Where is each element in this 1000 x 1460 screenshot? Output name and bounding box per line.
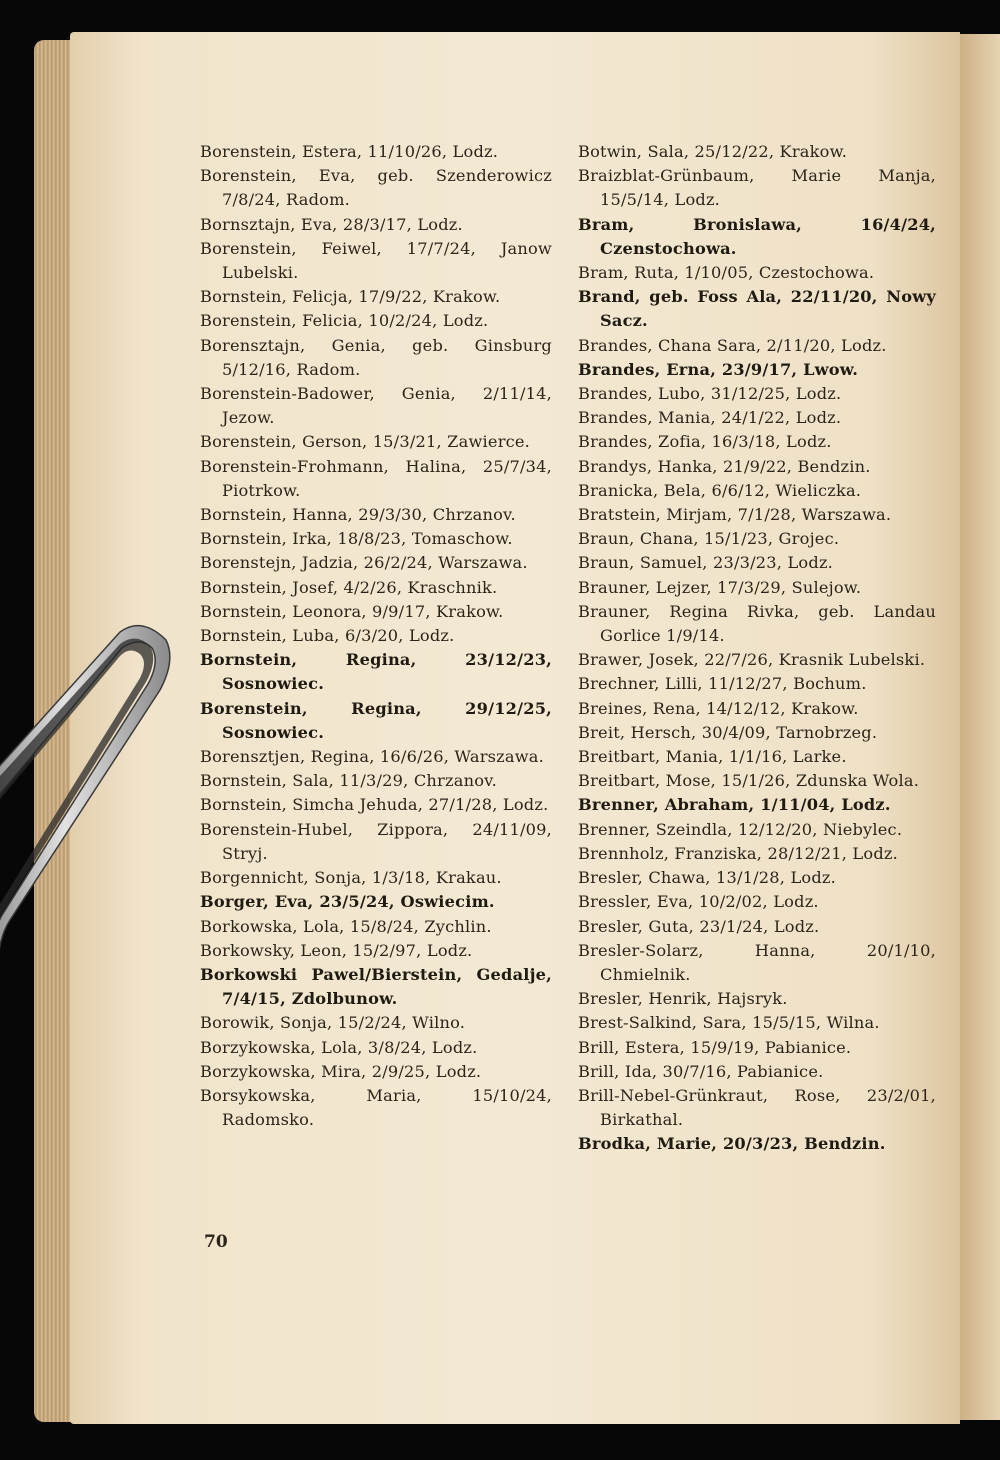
right-column-entry: Brechner, Lilli, 11/12/27, Bochum. — [578, 674, 867, 694]
left-column-entry: Bornstein, Simcha Jehuda, 27/1/28, Lodz. — [200, 795, 549, 815]
left-column-entry: Borenstein-Frohmann, Halina, 25/7/34, Piotrkow. — [200, 456, 552, 500]
left-column-entry: Borenstejn, Jadzia, 26/2/24, Warszawa. — [200, 553, 528, 573]
left-column-entry: Borgennicht, Sonja, 1/3/18, Krakau. — [200, 868, 502, 888]
left-column-entry: Bornstein, Hanna, 29/3/30, Chrzanov. — [200, 505, 516, 525]
right-column-entry: Braun, Chana, 15/1/23, Grojec. — [578, 529, 840, 549]
right-column-entry: Bresler-Solarz, Hanna, 20/1/10, Chmielnik. — [578, 940, 936, 984]
left-column-entry: Borkowska, Lola, 15/8/24, Zychlin. — [200, 916, 492, 936]
left-column-entry: Borkowsky, Leon, 15/2/97, Lodz. — [200, 940, 473, 960]
right-column-entry: Brand, geb. Foss Ala, 22/11/20, Nowy Sacz. — [578, 287, 936, 331]
left-column-entry: Borenstein, Regina, 29/12/25, Sosnowiec. — [200, 698, 552, 742]
right-column-entry: Brandys, Hanka, 21/9/22, Bendzin. — [578, 456, 871, 476]
left-column-entry: Borzykowska, Mira, 2/9/25, Lodz. — [200, 1061, 482, 1081]
right-column-entry: Bresler, Guta, 23/1/24, Lodz. — [578, 916, 820, 936]
right-column-entry: Botwin, Sala, 25/12/22, Krakow. — [578, 142, 848, 161]
left-column-entry: Borenstein-Badower, Genia, 2/11/14, Jezow. — [200, 384, 552, 428]
left-column-entry: Borzykowska, Lola, 3/8/24, Lodz. — [200, 1037, 478, 1057]
left-column-entry: Bornsztajn, Eva, 28/3/17, Lodz. — [200, 214, 463, 234]
left-column-entry: Bornstein, Irka, 18/8/23, Tomaschow. — [200, 529, 513, 549]
left-column-entry: Borkowski Pawel/Bierstein, Gedalje, 7/4/15, Zdolbunow. — [200, 964, 552, 1009]
right-column — [578, 140, 936, 1157]
right-column-entry: Brill, Estera, 15/9/19, Pabianice. — [578, 1037, 852, 1057]
right-column-entry: Branicka, Bela, 6/6/12, Wieliczka. — [578, 480, 862, 500]
left-column-entry: Borenstein-Hubel, Zippora, 24/11/09, Stryj. — [200, 819, 552, 863]
right-column-entry: Breines, Rena, 14/12/12, Krakow. — [578, 698, 859, 718]
page-number: 70 — [204, 1232, 228, 1252]
right-column-entry: Brenner, Szeindla, 12/12/20, Niebylec. — [578, 819, 903, 839]
right-column-entry: Breitbart, Mania, 1/1/16, Larke. — [578, 747, 847, 767]
left-column-entry: Bornstein, Josef, 4/2/26, Kraschnik. — [200, 577, 498, 597]
left-column-entry: Borenstein, Feiwel, 17/7/24, Janow Lubelski. — [200, 238, 552, 283]
right-column-entry: Breit, Hersch, 30/4/09, Tarnobrzeg. — [578, 722, 878, 742]
right-column-entry: Bram, Bronislawa, 16/4/24, Czenstochowa. — [578, 214, 936, 258]
right-column-entry: Bresler, Chawa, 13/1/28, Lodz. — [578, 868, 837, 888]
right-column-entry: Braun, Samuel, 23/3/23, Lodz. — [578, 553, 834, 573]
right-column-entry: Brandes, Mania, 24/1/22, Lodz. — [578, 408, 842, 428]
right-column-entry: Bratstein, Mirjam, 7/1/28, Warszawa. — [578, 505, 892, 525]
right-column-entry: Brill, Ida, 30/7/16, Pabianice. — [578, 1061, 824, 1081]
right-column-entry: Brandes, Erna, 23/9/17, Lwow. — [578, 359, 859, 379]
left-column-entry: Borger, Eva, 23/5/24, Oswiecim. — [200, 892, 495, 912]
left-column-entry: Borenstein, Felicia, 10/2/24, Lodz. — [200, 311, 489, 331]
left-column-entry: Bornstein, Luba, 6/3/20, Lodz. — [200, 626, 455, 646]
right-column-entry: Bram, Ruta, 1/10/05, Czestochowa. — [578, 263, 875, 283]
right-column-entry: Brandes, Lubo, 31/12/25, Lodz. — [578, 384, 842, 404]
left-column-entry: Borowik, Sonja, 15/2/24, Wilno. — [200, 1013, 466, 1033]
left-column-entry: Borensztjen, Regina, 16/6/26, Warszawa. — [200, 747, 544, 767]
right-column-entry: Brill-Nebel-Grünkraut, Rose, 23/2/01, Birkathal. — [578, 1085, 936, 1130]
right-column-entry: Brodka, Marie, 20/3/23, Bendzin. — [578, 1134, 886, 1154]
left-column-entry: Borsykowska, Maria, 15/10/24, Radomsko. — [200, 1085, 552, 1130]
left-column-entry: Bornstein, Sala, 11/3/29, Chrzanov. — [200, 771, 497, 791]
right-column-entry: Bresler, Henrik, Hajsryk. — [578, 989, 788, 1009]
left-column-entry: Borenstein, Estera, 11/10/26, Lodz. — [200, 142, 499, 161]
right-column-entry: Brenner, Abraham, 1/11/04, Lodz. — [578, 795, 891, 815]
right-column-entry: Brauner, Lejzer, 17/3/29, Sulejow. — [578, 577, 862, 597]
right-column-entry: Bressler, Eva, 10/2/02, Lodz. — [578, 892, 819, 912]
left-column-entry: Bornstein, Felicja, 17/9/22, Krakow. — [200, 287, 501, 307]
right-column-entry: Brauner, Regina Rivka, geb. Landau Gorlice 1/9/14. — [578, 601, 936, 646]
left-column-entry: Bornstein, Leonora, 9/9/17, Krakow. — [200, 601, 504, 621]
left-column — [200, 140, 552, 1132]
left-column-entry: Borenstein, Eva, geb. Szenderowicz 7/8/24, Radom. — [200, 166, 552, 210]
right-column-entry: Braizblat-Grünbaum, Marie Manja, 15/5/14, Lodz. — [578, 166, 936, 210]
right-column-entry: Brandes, Zofia, 16/3/18, Lodz. — [578, 432, 832, 452]
right-column-entry: Brandes, Chana Sara, 2/11/20, Lodz. — [578, 335, 887, 355]
left-column-entry: Borenstein, Gerson, 15/3/21, Zawierce. — [200, 432, 531, 452]
next-page-edge — [955, 34, 1000, 1420]
right-column-entry: Breitbart, Mose, 15/1/26, Zdunska Wola. — [578, 771, 920, 791]
tweezers-image — [0, 620, 200, 980]
right-column-entry: Brest-Salkind, Sara, 15/5/15, Wilna. — [578, 1013, 880, 1033]
right-column-entry: Brennholz, Franziska, 28/12/21, Lodz. — [578, 843, 898, 863]
left-column-entry: Bornstein, Regina, 23/12/23, Sosnowiec. — [200, 650, 552, 694]
right-column-entry: Brawer, Josek, 22/7/26, Krasnik Lubelski. — [578, 650, 926, 670]
left-column-entry: Borensztajn, Genia, geb. Ginsburg 5/12/16, Radom. — [200, 335, 552, 379]
